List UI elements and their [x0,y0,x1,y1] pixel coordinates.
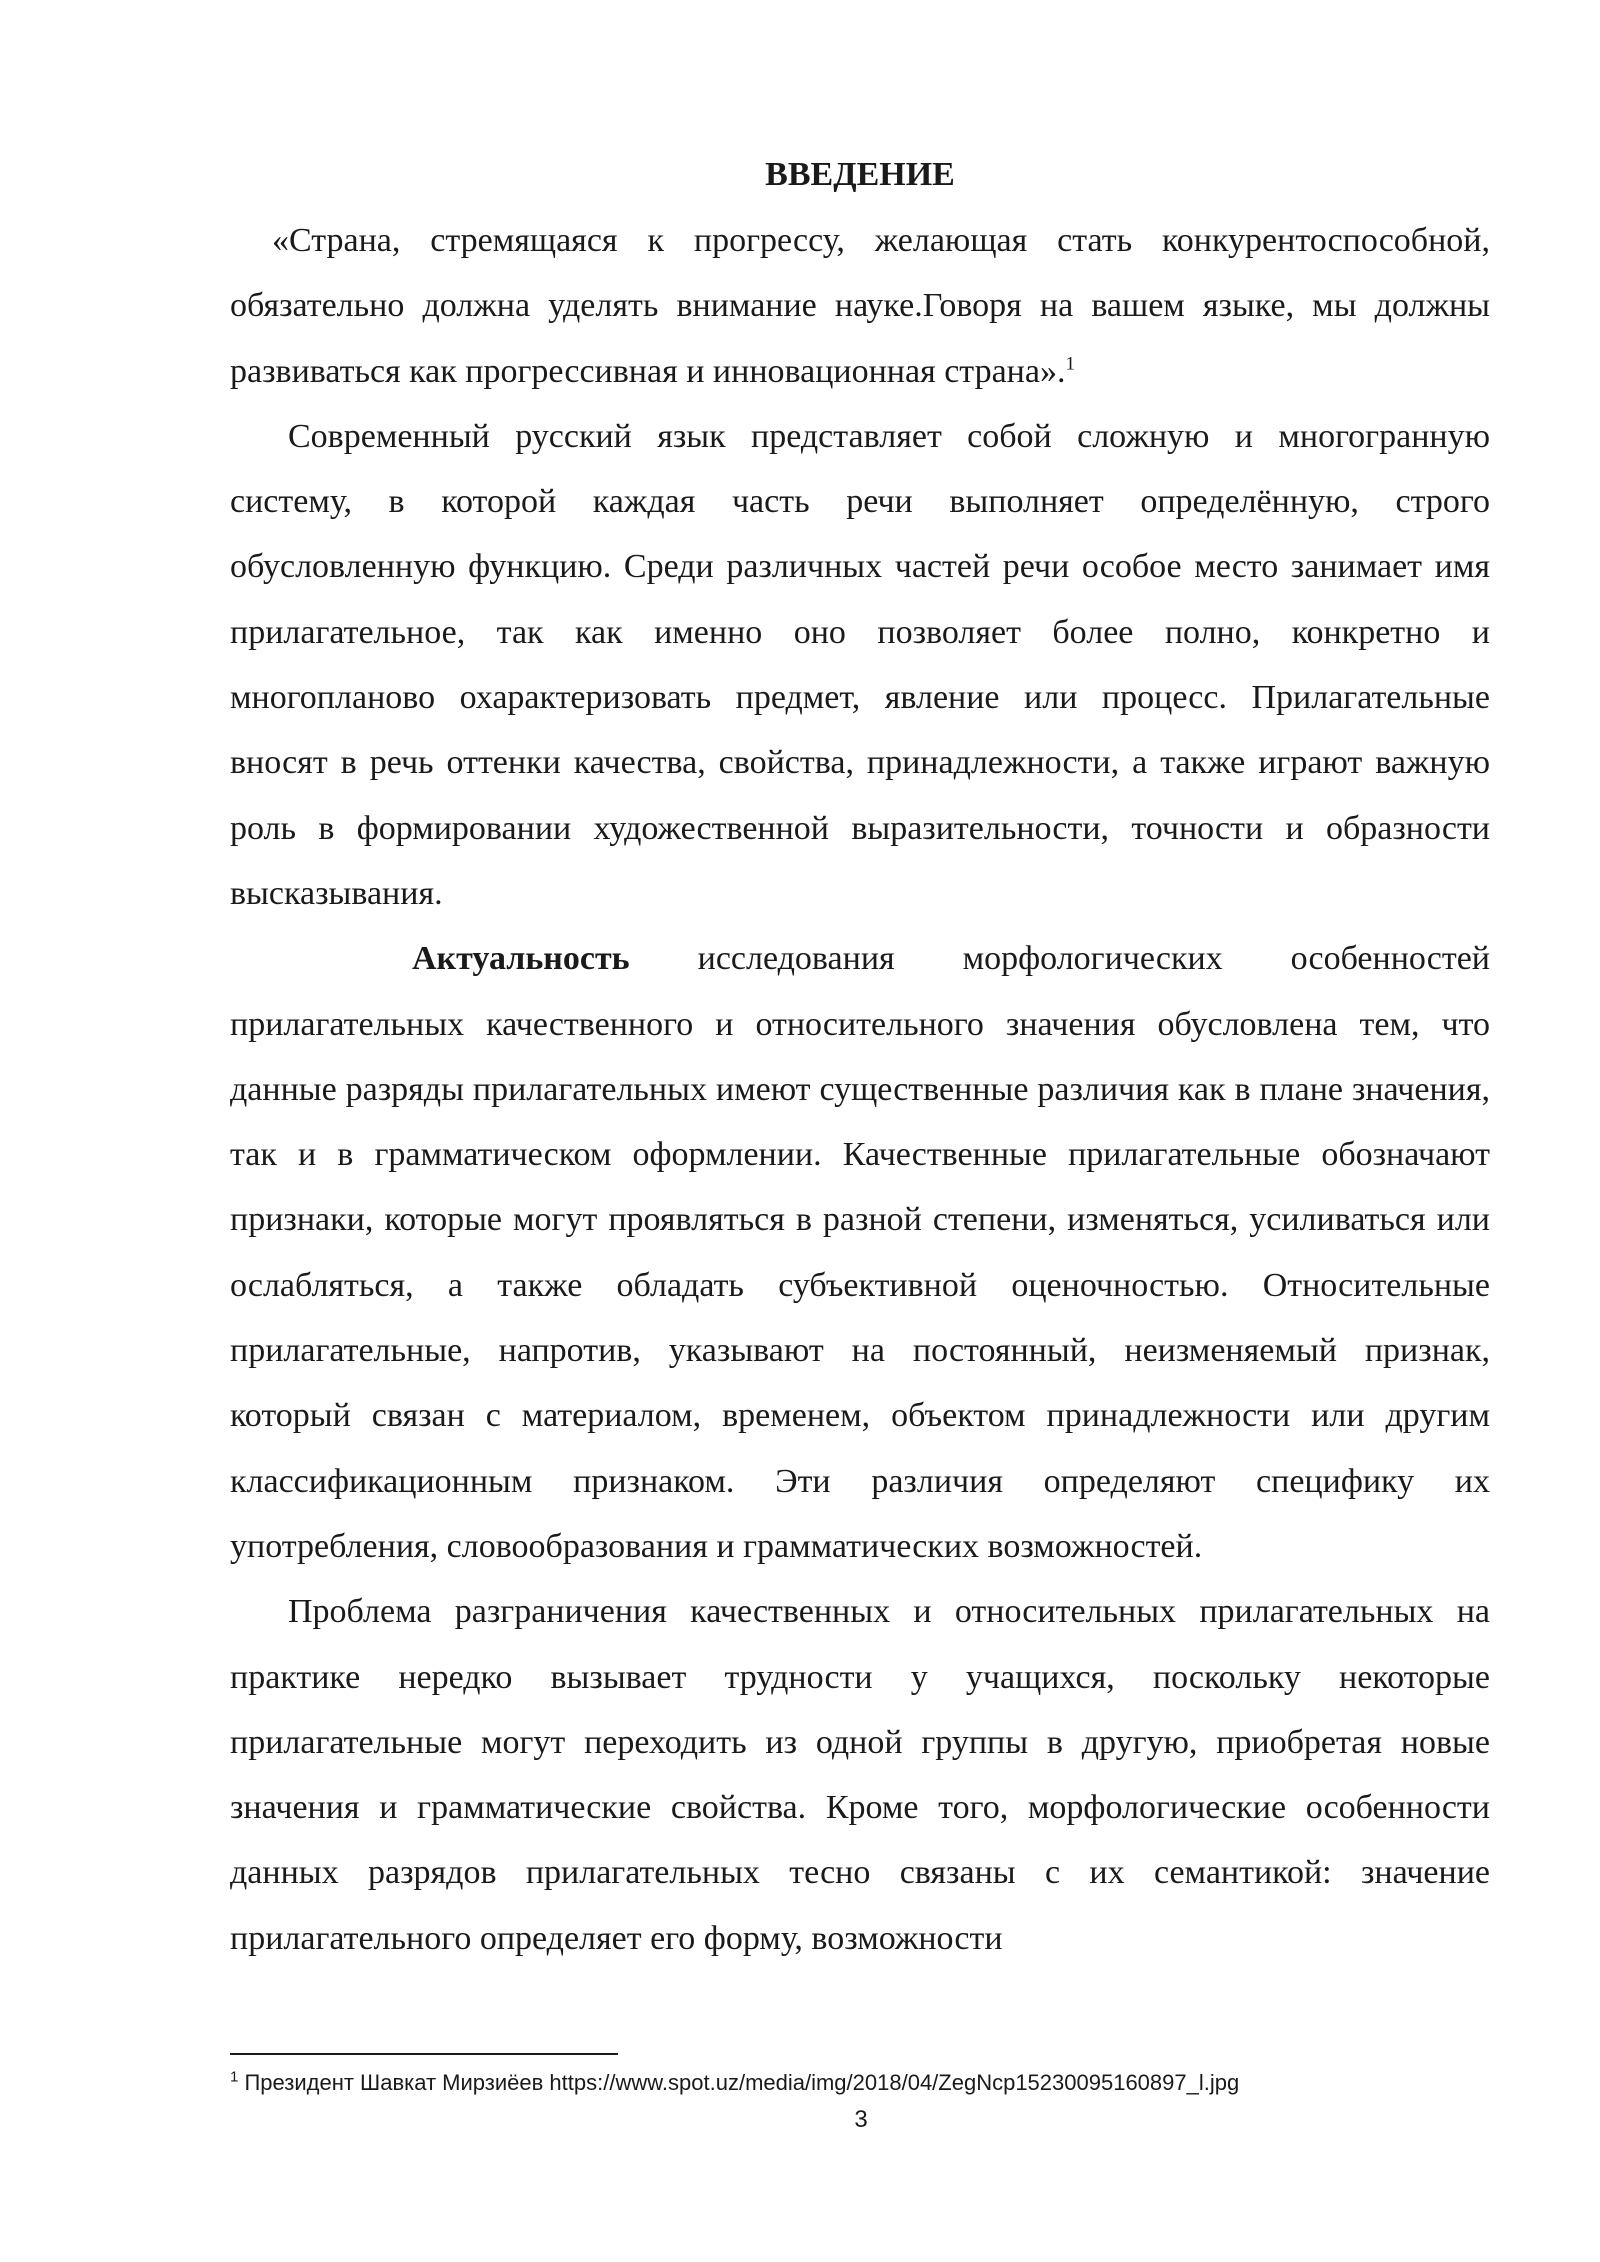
page-title: ВВЕДЕНИЕ [765,156,955,193]
epigraph-quote [230,208,1490,404]
paragraph-problem: Проблема разграничения качественных и относительных прилагательных на практике нередко вызывает трудности у учащихся, поскольку некоторые прилагательные могут переходить из одной группы в другую, приобретая новые значения и грамматические свойства. Кроме того, морфологические особенности данных разрядов прилагательных тесно связаны с их семантикой: значение прилагательного определяет его форму, возможности [230,1593,1490,1957]
footnote-reference[interactable]: 1 [1065,353,1075,375]
footnote [230,2068,1530,2098]
relevance-text: исследования морфологических особенностей прилагательных качественного и относительного значения обусловлена тем, что данные разряды прилагательных имеют существенные различия как в плане значения, так и в грамматическом оформлении. Качественные прилагательные обозначают признаки, которые могут проявляться в разной степени, изменяться, усиливаться или ослабляться, а также обладать субъективной оценочностью. Относительные прилагательные, напротив, указывают на постоянный, неизменяемый признак, который связан с материалом, временем, объектом принадлежности или другим классификационным признаком. Эти различия определяют специфику их употребления, словообразования и грамматических возможностей. [230,940,1490,1565]
footnote-number: 1 [230,2068,239,2086]
footnote-text[interactable]: Президент Шавкат Мирзиёев https://www.spot.uz/media/img/2018/04/ZegNcp15230095160897_l.jpg [238,2070,1240,2095]
relevance-lead: Актуальность [412,940,630,978]
page-content [230,150,1490,1971]
quote-text: «Страна, стремящаяся к прогрессу, желающая стать конкурентоспособной, обязательно должна уделять внимание науке.Говоря на вашем языке, мы должны развиваться как прогрессивная и инновационная страна». [230,222,1490,390]
footnote-separator [230,2053,618,2055]
paragraph-intro: Современный русский язык представляет собой сложную и многогранную систему, в которой каждая часть речи выполняет определённую, строго обусловленную функцию. Среди различных частей речи особое место занимает имя прилагательное, так как именно оно позволяет более полно, конкретно и многопланово охарактеризовать предмет, явление или процесс. Прилагательные вносят в речь оттенки качества, свойства, принадлежности, а также играют важную роль в формировании художественной выразительности, точности и образности высказывания. [230,417,1490,912]
page-number: 3 [854,2106,868,2133]
paragraph-relevance [230,926,1490,1579]
